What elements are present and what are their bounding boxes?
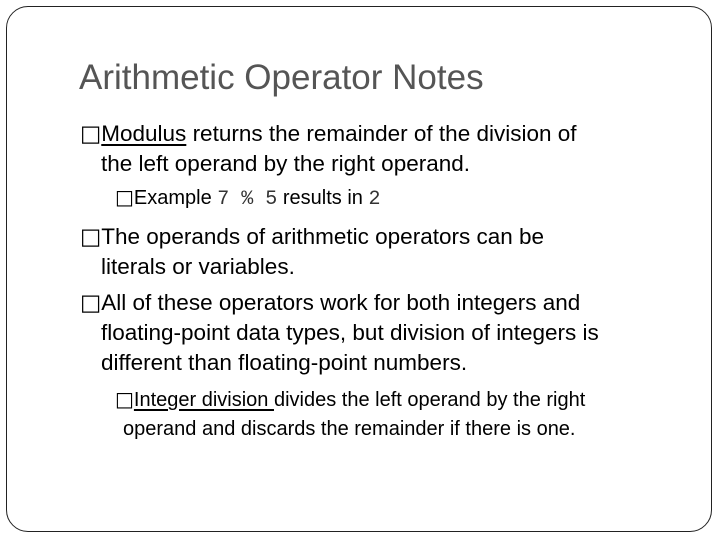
bullet-all-operators-cont1: floating-point data types, but division of integers is bbox=[101, 320, 599, 345]
sub-bullet-example bbox=[115, 184, 380, 213]
bullet-all-operators-cont2: different than floating-point numbers. bbox=[101, 350, 468, 375]
bullet-text: All of these operators work for both integers and bbox=[101, 290, 581, 315]
bullet-square-icon: □ bbox=[80, 290, 102, 316]
bullet-modulus bbox=[80, 119, 577, 149]
bullet-text: The operands of arithmetic operators can be bbox=[101, 224, 545, 249]
bullet-modulus-cont: the left operand by the right operand. bbox=[101, 151, 471, 176]
sub-bullet-text: divides the left operand by the right bbox=[273, 389, 586, 411]
sub-bullet-square-icon: □ bbox=[115, 185, 134, 209]
bullet-operands bbox=[80, 222, 544, 252]
slide-title: Arithmetic Operator Notes bbox=[79, 58, 484, 97]
sub-bullet-integer-division bbox=[115, 386, 585, 413]
bullet-text: returns the remainder of the division of bbox=[186, 121, 577, 146]
example-mid: results in bbox=[277, 187, 369, 209]
sub-bullet-square-icon: □ bbox=[115, 387, 134, 411]
example-lead: Example bbox=[133, 187, 218, 209]
bullet-square-icon: □ bbox=[80, 121, 102, 147]
sub-bullet-integer-division-cont: operand and discards the remainder if there is one. bbox=[123, 418, 576, 440]
term-integer-division: Integer division bbox=[133, 389, 274, 411]
example-code: 7 % 5 bbox=[217, 188, 278, 211]
bullet-square-icon: □ bbox=[80, 224, 102, 250]
example-result: 2 bbox=[368, 188, 381, 211]
bullet-all-operators bbox=[80, 288, 580, 318]
term-modulus: Modulus bbox=[101, 121, 187, 146]
bullet-operands-cont: literals or variables. bbox=[101, 254, 295, 279]
